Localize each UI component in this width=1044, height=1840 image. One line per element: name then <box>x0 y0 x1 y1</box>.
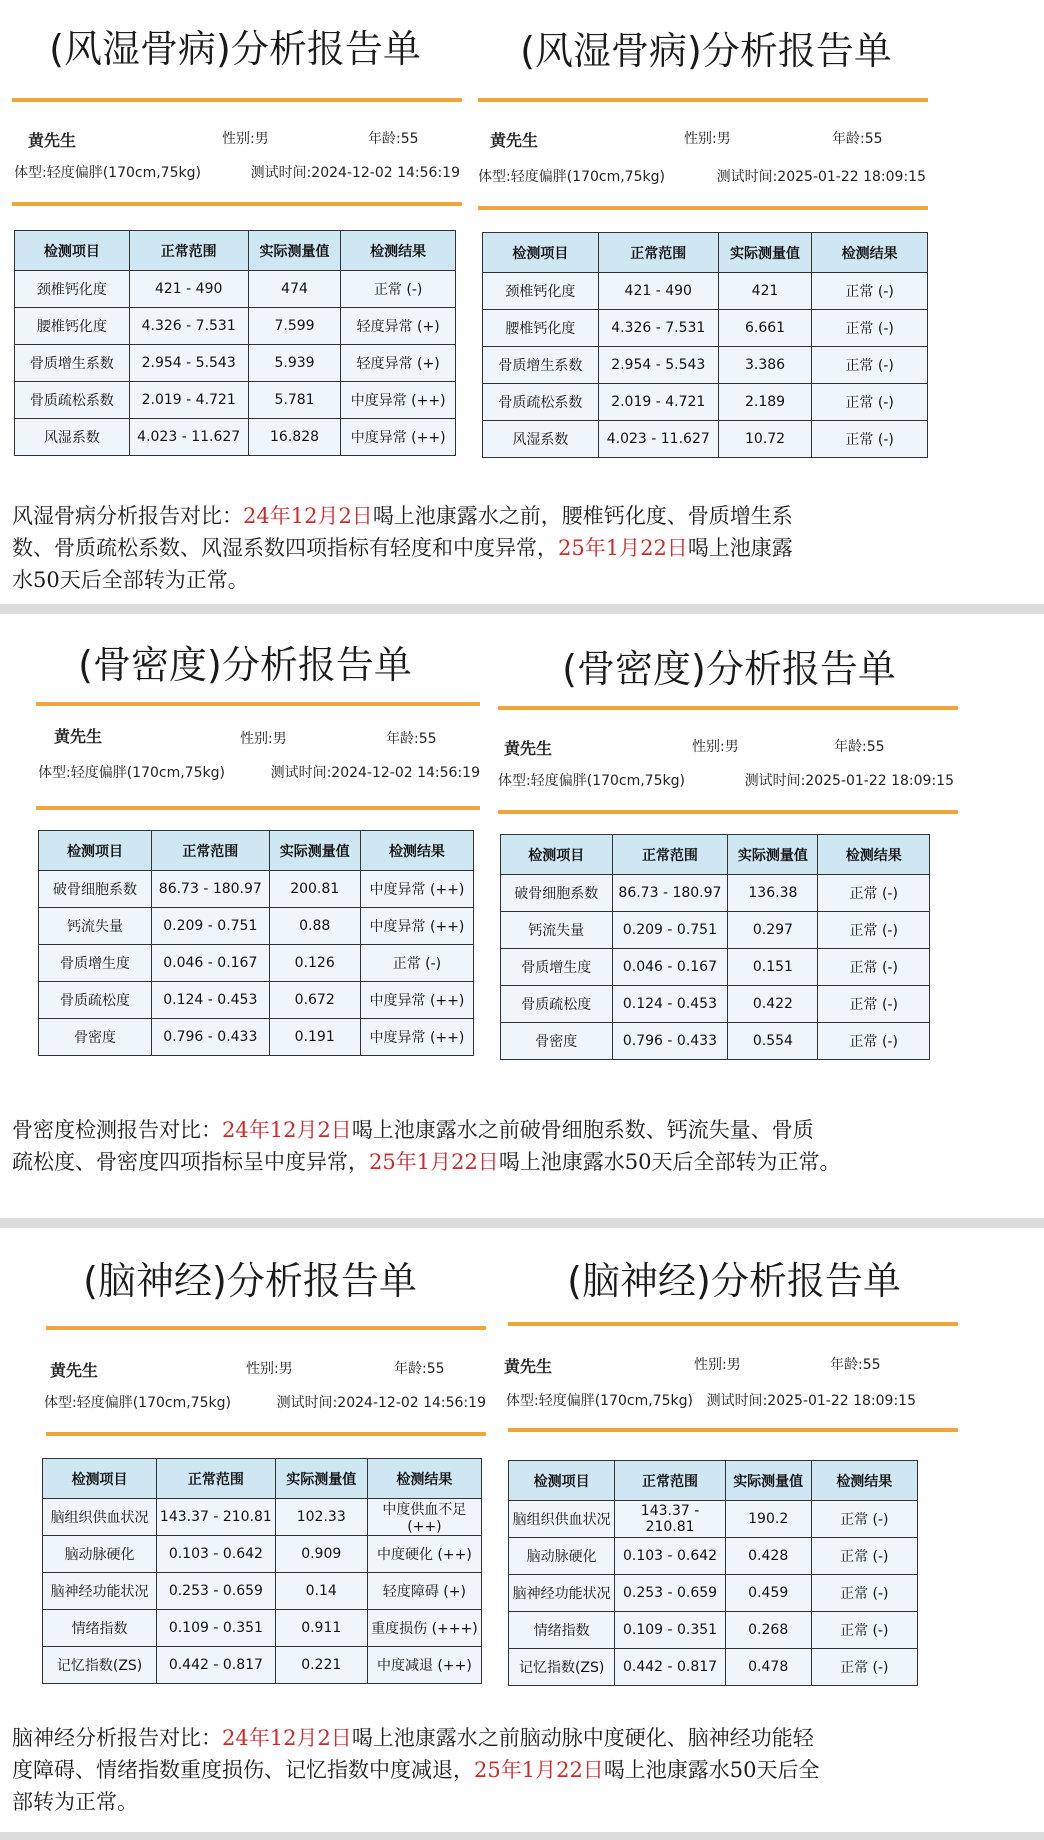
test-time: 测试时间:2024-12-02 14:56:19 <box>270 765 480 781</box>
result-cell: 正常 (-) <box>812 273 928 310</box>
patient-gender: 性别:男 <box>222 131 269 147</box>
divider <box>508 1428 958 1432</box>
table-row <box>15 271 456 308</box>
section-separator <box>0 1218 1044 1228</box>
range-cell: 0.209 - 0.751 <box>612 912 728 949</box>
item-cell: 记忆指数(ZS) <box>43 1647 157 1684</box>
result-cell: 中度异常 (++) <box>360 1019 473 1056</box>
result-cell: 中度硬化 (++) <box>367 1536 481 1573</box>
value-cell: 0.151 <box>728 949 818 986</box>
patient-age: 年龄:55 <box>394 1361 445 1377</box>
result-cell: 正常 (-) <box>812 310 928 347</box>
patient-name: 黄先生 <box>504 739 553 758</box>
range-cell: 86.73 - 180.97 <box>612 875 728 912</box>
column-header: 正常范围 <box>152 831 269 871</box>
report-after <box>494 614 964 1094</box>
range-cell: 2.019 - 4.721 <box>129 382 248 419</box>
divider <box>478 98 928 102</box>
result-cell: 正常 (-) <box>812 347 928 384</box>
column-header: 实际测量值 <box>248 231 341 271</box>
value-cell: 0.459 <box>725 1575 811 1612</box>
range-cell: 0.046 - 0.167 <box>612 949 728 986</box>
item-cell: 情绪指数 <box>43 1610 157 1647</box>
report-after <box>504 1228 964 1708</box>
column-header: 正常范围 <box>157 1459 276 1499</box>
value-cell: 0.428 <box>725 1538 811 1575</box>
column-header: 实际测量值 <box>269 831 360 871</box>
value-cell: 3.386 <box>718 347 811 384</box>
result-cell: 正常 (-) <box>812 384 928 421</box>
test-time: 测试时间:2025-01-22 18:09:15 <box>716 169 926 185</box>
item-cell: 骨密度 <box>501 1023 613 1060</box>
item-cell: 腰椎钙化度 <box>483 310 599 347</box>
divider <box>46 1432 486 1436</box>
value-cell: 200.81 <box>269 871 360 908</box>
result-cell: 正常 (-) <box>811 1575 917 1612</box>
caption-date: 25年1月22日 <box>474 1758 604 1782</box>
patient-body: 体型:轻度偏胖(170cm,75kg) <box>506 1393 693 1409</box>
caption-date: 25年1月22日 <box>558 536 688 560</box>
table-row <box>501 949 930 986</box>
report-before <box>0 1228 500 1708</box>
range-cell: 0.103 - 0.642 <box>157 1536 276 1573</box>
range-cell: 4.326 - 7.531 <box>598 310 718 347</box>
table-row <box>43 1610 482 1647</box>
item-cell: 脑神经功能状况 <box>509 1575 615 1612</box>
caption-text: 喝上池康露 <box>687 536 793 560</box>
value-cell: 0.909 <box>275 1536 367 1573</box>
result-cell: 正常 (-) <box>818 949 930 986</box>
range-cell: 86.73 - 180.97 <box>152 871 269 908</box>
caption-text: 喝上池康露水之前，腰椎钙化度、骨质增生系 <box>372 504 793 528</box>
table-row <box>39 945 474 982</box>
item-cell: 钙流失量 <box>501 912 613 949</box>
patient-body: 体型:轻度偏胖(170cm,75kg) <box>498 773 685 789</box>
result-cell: 正常 (-) <box>811 1538 917 1575</box>
table-row <box>501 875 930 912</box>
section-separator <box>0 1832 1044 1840</box>
divider <box>498 706 958 710</box>
column-header: 检测项目 <box>509 1461 615 1501</box>
column-header: 正常范围 <box>615 1461 725 1501</box>
range-cell: 0.796 - 0.433 <box>612 1023 728 1060</box>
table-header-row <box>39 831 474 871</box>
patient-name: 黄先生 <box>54 727 103 746</box>
column-header: 检测结果 <box>360 831 473 871</box>
divider <box>12 98 462 102</box>
range-cell: 4.326 - 7.531 <box>129 308 248 345</box>
result-cell: 正常 (-) <box>818 986 930 1023</box>
table-row <box>43 1536 482 1573</box>
table-row <box>501 912 930 949</box>
divider <box>498 810 958 814</box>
range-cell: 2.954 - 5.543 <box>598 347 718 384</box>
section-bone <box>0 614 1044 1218</box>
item-cell: 脑动脉硬化 <box>509 1538 615 1575</box>
value-cell: 0.221 <box>275 1647 367 1684</box>
item-cell: 骨质增生系数 <box>15 345 130 382</box>
item-cell: 风湿系数 <box>483 421 599 458</box>
column-header: 正常范围 <box>129 231 248 271</box>
result-cell: 正常 (-) <box>818 875 930 912</box>
patient-age: 年龄:55 <box>386 731 437 747</box>
range-cell: 0.103 - 0.642 <box>615 1538 725 1575</box>
section-separator <box>0 604 1044 614</box>
test-time: 测试时间:2024-12-02 14:56:19 <box>250 165 460 181</box>
report-title: (脑神经)分析报告单 <box>567 1259 901 1303</box>
column-header: 检测结果 <box>812 233 928 273</box>
caption-text: 部转为正常。 <box>12 1790 138 1814</box>
table-row <box>15 345 456 382</box>
item-cell: 骨质疏松系数 <box>483 384 599 421</box>
patient-body: 体型:轻度偏胖(170cm,75kg) <box>38 765 225 781</box>
item-cell: 骨质增生度 <box>39 945 152 982</box>
item-cell: 腰椎钙化度 <box>15 308 130 345</box>
table-row <box>43 1647 482 1684</box>
patient-gender: 性别:男 <box>684 131 731 147</box>
report-title: (风湿骨病)分析报告单 <box>520 29 892 73</box>
report-title: (脑神经)分析报告单 <box>83 1259 417 1303</box>
caption-text: 脑神经分析报告对比： <box>12 1726 222 1750</box>
table-header-row <box>15 231 456 271</box>
value-cell: 0.191 <box>269 1019 360 1056</box>
table-row <box>509 1538 918 1575</box>
result-cell: 中度异常 (++) <box>360 982 473 1019</box>
table-row <box>483 421 928 458</box>
caption-date: 24年12月2日 <box>222 1726 352 1750</box>
result-cell: 正常 (-) <box>818 1023 930 1060</box>
patient-gender: 性别:男 <box>694 1357 741 1373</box>
table-header-row <box>43 1459 482 1499</box>
result-cell: 中度供血不足 (++) <box>367 1499 481 1536</box>
caption-text: 风湿骨病分析报告对比： <box>12 504 243 528</box>
value-cell: 474 <box>248 271 341 308</box>
column-header: 检测项目 <box>15 231 130 271</box>
report-title: (风湿骨病)分析报告单 <box>49 27 421 71</box>
patient-name: 黄先生 <box>50 1361 99 1380</box>
patient-age: 年龄:55 <box>834 739 885 755</box>
column-header: 检测结果 <box>818 835 930 875</box>
caption-text: 喝上池康露水之前脑动脉中度硬化、脑神经功能轻 <box>351 1726 814 1750</box>
caption-text: 喝上池康露水之前破骨细胞系数、钙流失量、骨质 <box>351 1118 814 1142</box>
patient-name: 黄先生 <box>490 131 539 150</box>
test-time: 测试时间:2024-12-02 14:56:19 <box>276 1395 486 1411</box>
item-cell: 脑动脉硬化 <box>43 1536 157 1573</box>
column-header: 检测结果 <box>367 1459 481 1499</box>
divider <box>478 206 928 210</box>
caption-text: 喝上池康露水50天后全部转为正常。 <box>498 1150 841 1174</box>
comparison-caption <box>12 1114 1042 1178</box>
table-row <box>43 1573 482 1610</box>
column-header: 检测项目 <box>483 233 599 273</box>
report-title: (骨密度)分析报告单 <box>562 647 896 691</box>
column-header: 检测项目 <box>43 1459 157 1499</box>
test-time: 测试时间:2025-01-22 18:09:15 <box>744 773 954 789</box>
report-before <box>0 0 470 480</box>
table-header-row <box>483 233 928 273</box>
value-cell: 190.2 <box>725 1501 811 1538</box>
table-row <box>39 908 474 945</box>
item-cell: 破骨细胞系数 <box>39 871 152 908</box>
result-cell: 正常 (-) <box>360 945 473 982</box>
item-cell: 破骨细胞系数 <box>501 875 613 912</box>
table-row <box>43 1499 482 1536</box>
column-header: 检测项目 <box>501 835 613 875</box>
divider <box>36 806 480 810</box>
item-cell: 风湿系数 <box>15 419 130 456</box>
table-row <box>15 419 456 456</box>
range-cell: 0.253 - 0.659 <box>157 1573 276 1610</box>
table-header-row <box>509 1461 918 1501</box>
value-cell: 0.422 <box>728 986 818 1023</box>
range-cell: 0.109 - 0.351 <box>157 1610 276 1647</box>
patient-body: 体型:轻度偏胖(170cm,75kg) <box>14 165 201 181</box>
result-cell: 轻度障碍 (+) <box>367 1573 481 1610</box>
column-header: 实际测量值 <box>275 1459 367 1499</box>
value-cell: 0.88 <box>269 908 360 945</box>
item-cell: 脑组织供血状况 <box>43 1499 157 1536</box>
range-cell: 0.124 - 0.453 <box>612 986 728 1023</box>
caption-text: 喝上池康露水50天后全 <box>603 1758 820 1782</box>
range-cell: 421 - 490 <box>129 271 248 308</box>
patient-age: 年龄:55 <box>832 131 883 147</box>
range-cell: 4.023 - 11.627 <box>598 421 718 458</box>
range-cell: 2.954 - 5.543 <box>129 345 248 382</box>
report-after <box>476 0 936 480</box>
table-row <box>509 1612 918 1649</box>
patient-body: 体型:轻度偏胖(170cm,75kg) <box>478 169 665 185</box>
report-before <box>0 614 490 1094</box>
value-cell: 2.189 <box>718 384 811 421</box>
item-cell: 骨质增生系数 <box>483 347 599 384</box>
patient-name: 黄先生 <box>504 1357 553 1376</box>
value-cell: 0.268 <box>725 1612 811 1649</box>
value-cell: 136.38 <box>728 875 818 912</box>
section-rheuma <box>0 0 1044 604</box>
result-cell: 正常 (-) <box>812 421 928 458</box>
value-cell: 6.661 <box>718 310 811 347</box>
item-cell: 记忆指数(ZS) <box>509 1649 615 1686</box>
divider <box>508 1322 958 1326</box>
result-cell: 正常 (-) <box>811 1612 917 1649</box>
table-row <box>483 273 928 310</box>
table-row <box>39 1019 474 1056</box>
comparison-caption <box>12 500 1032 596</box>
value-cell: 0.554 <box>728 1023 818 1060</box>
value-cell: 16.828 <box>248 419 341 456</box>
item-cell: 颈椎钙化度 <box>483 273 599 310</box>
value-cell: 5.781 <box>248 382 341 419</box>
range-cell: 0.796 - 0.433 <box>152 1019 269 1056</box>
value-cell: 0.126 <box>269 945 360 982</box>
result-table <box>482 232 928 458</box>
result-cell: 轻度异常 (+) <box>341 345 456 382</box>
item-cell: 骨质疏松系数 <box>15 382 130 419</box>
caption-date: 24年12月2日 <box>243 504 373 528</box>
table-row <box>483 347 928 384</box>
table-row <box>39 982 474 1019</box>
value-cell: 421 <box>718 273 811 310</box>
column-header: 实际测量值 <box>725 1461 811 1501</box>
divider <box>46 1326 486 1330</box>
item-cell: 骨质增生度 <box>501 949 613 986</box>
result-cell: 中度异常 (++) <box>360 908 473 945</box>
range-cell: 0.253 - 0.659 <box>615 1575 725 1612</box>
caption-date: 25年1月22日 <box>369 1150 499 1174</box>
item-cell: 颈椎钙化度 <box>15 271 130 308</box>
column-header: 检测结果 <box>811 1461 917 1501</box>
patient-gender: 性别:男 <box>246 1361 293 1377</box>
table-row <box>509 1575 918 1612</box>
result-cell: 正常 (-) <box>811 1501 917 1538</box>
item-cell: 骨密度 <box>39 1019 152 1056</box>
caption-text: 疏松度、骨密度四项指标呈中度异常， <box>12 1150 369 1174</box>
item-cell: 钙流失量 <box>39 908 152 945</box>
result-cell: 重度损伤 (+++) <box>367 1610 481 1647</box>
value-cell: 5.939 <box>248 345 341 382</box>
range-cell: 0.209 - 0.751 <box>152 908 269 945</box>
range-cell: 0.046 - 0.167 <box>152 945 269 982</box>
patient-body: 体型:轻度偏胖(170cm,75kg) <box>44 1395 231 1411</box>
value-cell: 7.599 <box>248 308 341 345</box>
result-cell: 正常 (-) <box>811 1649 917 1686</box>
patient-gender: 性别:男 <box>240 731 287 747</box>
result-cell: 中度异常 (++) <box>341 419 456 456</box>
table-row <box>39 871 474 908</box>
divider <box>36 702 480 706</box>
result-table <box>14 230 456 456</box>
column-header: 检测项目 <box>39 831 152 871</box>
result-cell: 正常 (-) <box>341 271 456 308</box>
column-header: 实际测量值 <box>728 835 818 875</box>
section-brain <box>0 1228 1044 1840</box>
patient-gender: 性别:男 <box>692 739 739 755</box>
item-cell: 脑神经功能状况 <box>43 1573 157 1610</box>
range-cell: 0.442 - 0.817 <box>615 1649 725 1686</box>
table-row <box>15 382 456 419</box>
patient-age: 年龄:55 <box>368 131 419 147</box>
range-cell: 2.019 - 4.721 <box>598 384 718 421</box>
value-cell: 102.33 <box>275 1499 367 1536</box>
table-row <box>15 308 456 345</box>
divider <box>12 202 462 206</box>
value-cell: 0.478 <box>725 1649 811 1686</box>
column-header: 检测结果 <box>341 231 456 271</box>
item-cell: 骨质疏松度 <box>39 982 152 1019</box>
comparison-caption <box>12 1722 1042 1818</box>
column-header: 正常范围 <box>598 233 718 273</box>
range-cell: 143.37 - 210.81 <box>615 1501 725 1538</box>
item-cell: 脑组织供血状况 <box>509 1501 615 1538</box>
table-row <box>501 1023 930 1060</box>
range-cell: 0.109 - 0.351 <box>615 1612 725 1649</box>
value-cell: 0.297 <box>728 912 818 949</box>
table-row <box>483 310 928 347</box>
result-cell: 中度异常 (++) <box>360 871 473 908</box>
result-table <box>508 1460 918 1686</box>
result-table <box>38 830 474 1056</box>
column-header: 正常范围 <box>612 835 728 875</box>
caption-date: 24年12月2日 <box>222 1118 352 1142</box>
value-cell: 0.672 <box>269 982 360 1019</box>
item-cell: 骨质疏松度 <box>501 986 613 1023</box>
table-row <box>483 384 928 421</box>
test-time: 测试时间:2025-01-22 18:09:15 <box>706 1393 916 1409</box>
report-title: (骨密度)分析报告单 <box>78 643 412 687</box>
table-row <box>509 1501 918 1538</box>
range-cell: 4.023 - 11.627 <box>129 419 248 456</box>
value-cell: 0.14 <box>275 1573 367 1610</box>
range-cell: 0.442 - 0.817 <box>157 1647 276 1684</box>
caption-text: 骨密度检测报告对比： <box>12 1118 222 1142</box>
patient-name: 黄先生 <box>28 131 77 150</box>
result-cell: 正常 (-) <box>818 912 930 949</box>
value-cell: 0.911 <box>275 1610 367 1647</box>
column-header: 实际测量值 <box>718 233 811 273</box>
caption-text: 度障碍、情绪指数重度损伤、记忆指数中度减退， <box>12 1758 474 1782</box>
range-cell: 421 - 490 <box>598 273 718 310</box>
table-row <box>501 986 930 1023</box>
range-cell: 143.37 - 210.81 <box>157 1499 276 1536</box>
caption-text: 数、骨质疏松系数、风湿系数四项指标有轻度和中度异常， <box>12 536 558 560</box>
patient-age: 年龄:55 <box>830 1357 881 1373</box>
result-cell: 中度异常 (++) <box>341 382 456 419</box>
value-cell: 10.72 <box>718 421 811 458</box>
item-cell: 情绪指数 <box>509 1612 615 1649</box>
table-header-row <box>501 835 930 875</box>
result-table <box>500 834 930 1060</box>
table-row <box>509 1649 918 1686</box>
result-cell: 中度减退 (++) <box>367 1647 481 1684</box>
range-cell: 0.124 - 0.453 <box>152 982 269 1019</box>
result-cell: 轻度异常 (+) <box>341 308 456 345</box>
caption-text: 水50天后全部转为正常。 <box>12 568 249 592</box>
result-table <box>42 1458 482 1684</box>
